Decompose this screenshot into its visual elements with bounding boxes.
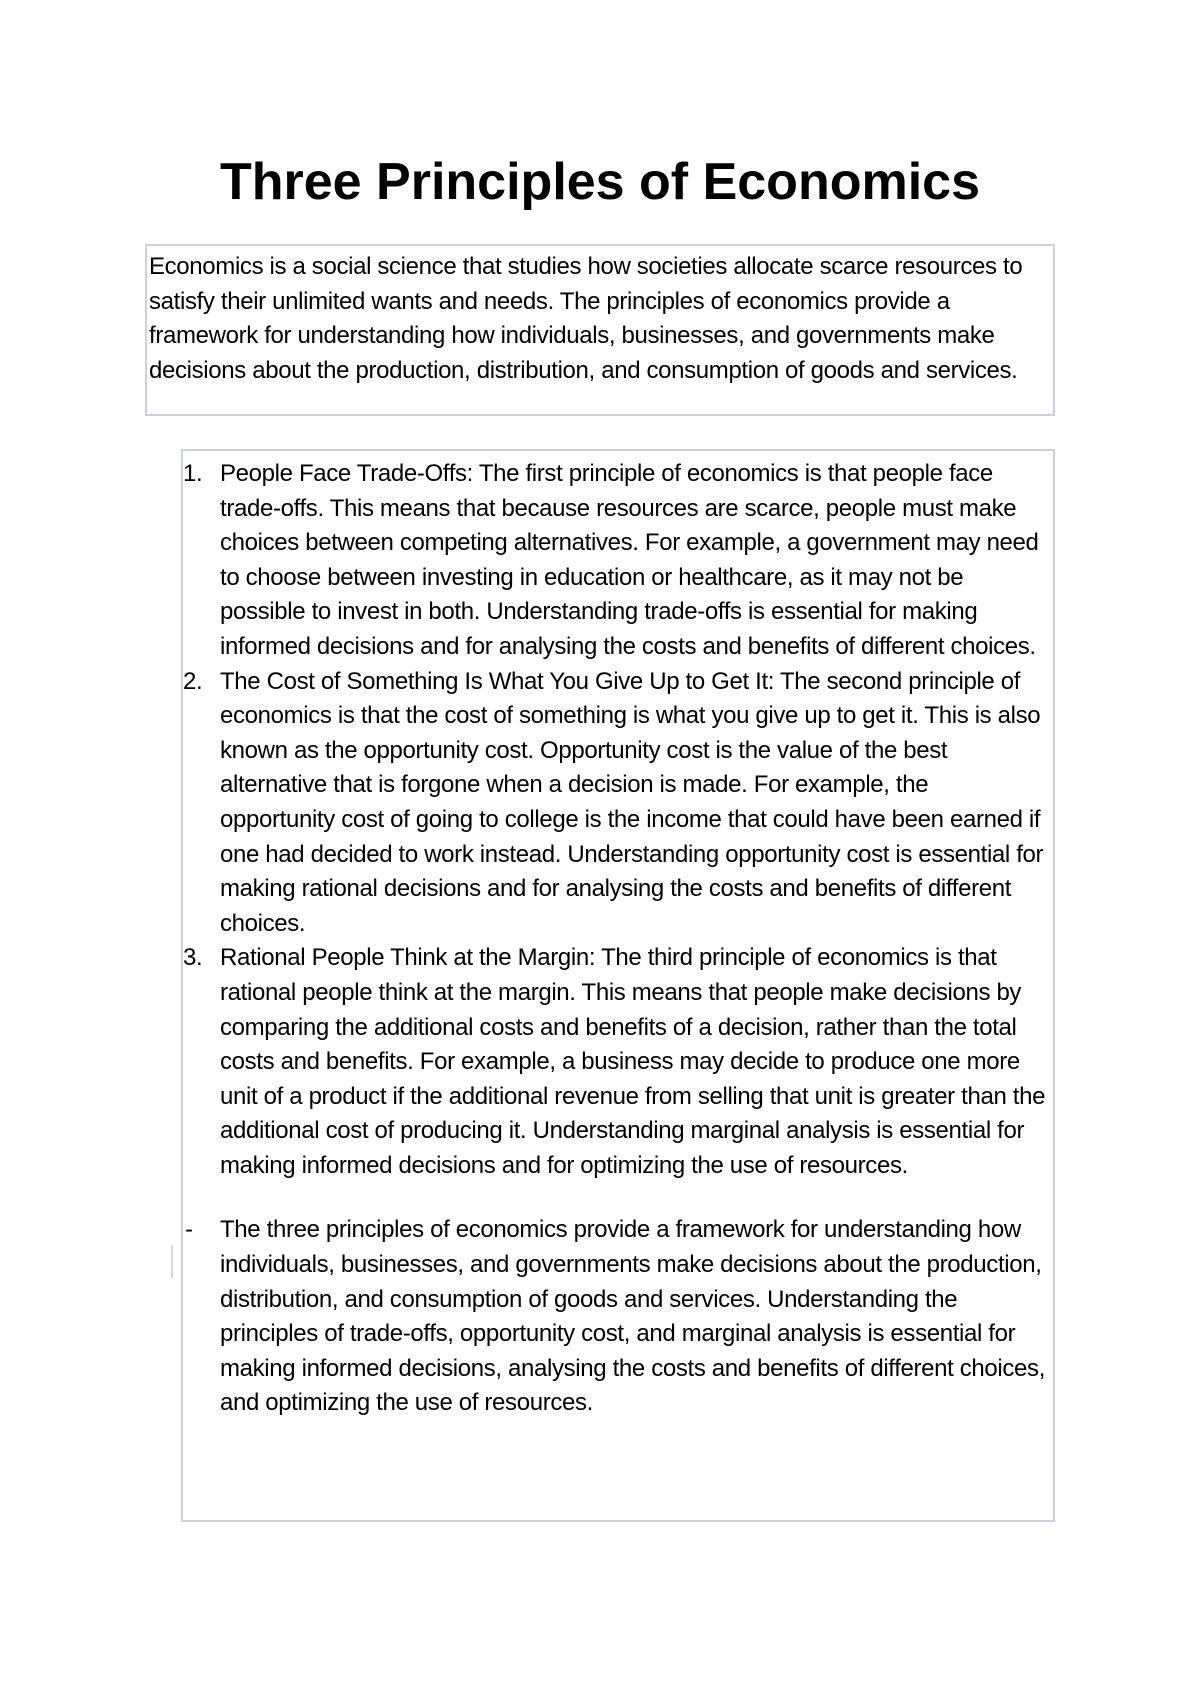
conclusion-item	[183, 1213, 1049, 1421]
list-number: 3.	[183, 944, 203, 972]
principles-list	[183, 457, 1049, 1183]
principles-text-box[interactable]	[181, 449, 1055, 1522]
page-title: Three Principles of Economics	[220, 153, 980, 211]
principle-text: The Cost of Something Is What You Give Up to Get It: The second principle of economics is that the cost of something is what you give up to get it. This is also known as the opportunity cost. Opportunity cost is the value of the best alternative that is forgone when a decision is made. For example, the opportunity cost of going to college is the income that could have been earned if one had decided to work instead. Understanding opportunity cost is essential for making rational decisions and for analysing the costs and benefits of different choices.	[220, 667, 1044, 937]
principle-text: People Face Trade-Offs: The first principle of economics is that people face trade-offs. This means that because resources are scarce, people must make choices between competing alternatives. For example, a government may need to choose between investing in education or healthcare, as it may not be possible to invest in both. Understanding trade-offs is essential for making informed decisions and for analysing the costs and benefits of different choices.	[220, 460, 1039, 660]
dash-bullet: -	[185, 1216, 193, 1244]
principle-item-opportunity-cost	[183, 665, 1049, 942]
list-number: 2.	[183, 667, 203, 695]
principle-text: Rational People Think at the Margin: The third principle of economics is that rational people think at the margin. This means that people make decisions by comparing the additional costs and benefits of a decision, rather than the total costs and benefits. For example, a business may decide to produce one more unit of a product if the additional revenue from selling that unit is greater than the additional cost of producing it. Understanding marginal analysis is essential for making informed decisions and for optimizing the use of resources.	[220, 944, 1046, 1179]
list-number: 1.	[183, 460, 203, 487]
principle-item-trade-offs	[183, 457, 1049, 665]
conclusion-text: The three principles of economics provide a framework for understanding how individuals, businesses, and governments make decisions about the production, distribution, and consumption of goods and services. Understanding the principles of trade-offs, opportunity cost, and marginal analysis is essential for making informed decisions, analysing the costs and benefits of different choices, and optimizing the use of resources.	[220, 1216, 1046, 1417]
text-cursor	[171, 1245, 173, 1278]
intro-text-box[interactable]	[145, 244, 1055, 416]
principle-item-margin	[183, 941, 1049, 1183]
intro-paragraph: Economics is a social science that studies how societies allocate scarce resources to satisfy their unlimited wants and needs. The principles of economics provide a framework for understanding how individuals, businesses, and governments make decisions about the production, distribution, and consumption of goods and services.	[149, 253, 1023, 384]
